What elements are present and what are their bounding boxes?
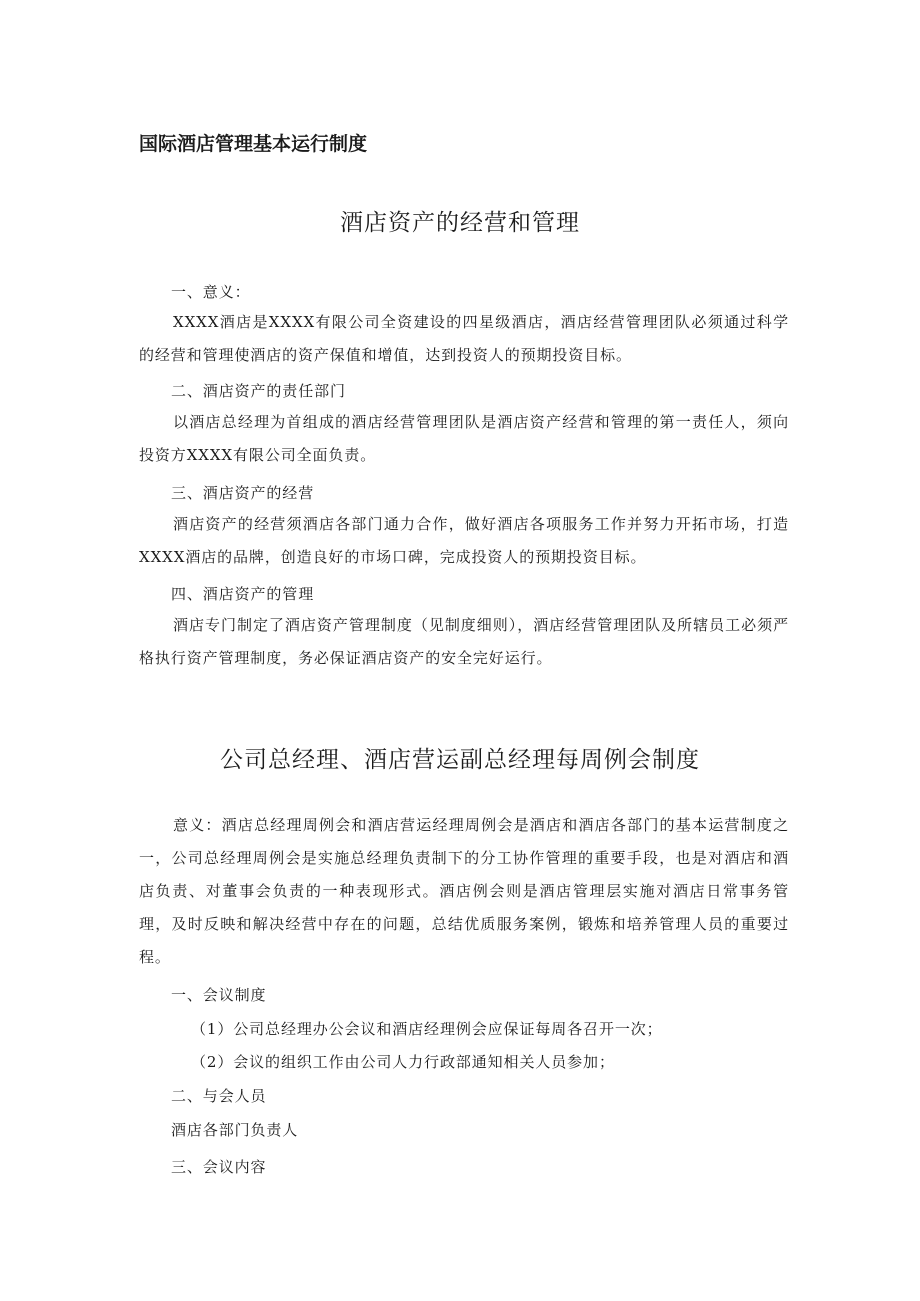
heading-meeting-content: 三、会议内容 xyxy=(171,1158,267,1176)
paragraph-asset-management: 酒店专门制定了酒店资产管理制度（见制度细则），酒店经营管理团队及所辖员工必须严格执行资产管理制度，务必保证酒店资产的安全完好运行。 xyxy=(139,616,789,667)
attendees-text: 酒店各部门负责人 xyxy=(171,1121,299,1139)
list-item-meeting-frequency: （1）公司总经理办公会议和酒店经理例会应保证每周各召开一次； xyxy=(191,1020,663,1038)
section-title-asset-management: 酒店资产的经营和管理 xyxy=(340,210,580,236)
heading-attendees: 二、与会人员 xyxy=(171,1087,267,1105)
heading-significance: 一、意义： xyxy=(171,283,251,301)
heading-responsible-department: 二、酒店资产的责任部门 xyxy=(171,382,346,400)
document-title: 国际酒店管理基本运行制度 xyxy=(139,133,368,155)
paragraph-asset-operation: 酒店资产的经营须酒店各部门通力合作，做好酒店各项服务工作并努力开拓市场，打造XXXX酒店的品牌，创造良好的市场口碑，完成投资人的预期投资目标。 xyxy=(139,515,789,566)
paragraph-responsible-department: 以酒店总经理为首组成的酒店经营管理团队是酒店资产经营和管理的第一责任人，须向投资方XXXX有限公司全面负责。 xyxy=(139,413,789,464)
paragraph-significance: XXXX酒店是XXXX有限公司全资建设的四星级酒店，酒店经营管理团队必须通过科学的经营和管理使酒店的资产保值和增值，达到投资人的预期投资目标。 xyxy=(139,313,789,364)
list-item-meeting-organization: （2）会议的组织工作由公司人力行政部通知相关人员参加； xyxy=(191,1053,615,1071)
heading-asset-management: 四、酒店资产的管理 xyxy=(171,585,315,603)
heading-asset-operation: 三、酒店资产的经营 xyxy=(171,484,315,502)
paragraph-meeting-significance: 意义：酒店总经理周例会和酒店营运经理周例会是酒店和酒店各部门的基本运营制度之一，公司总经理周例会是实施总经理负责制下的分工协作管理的重要手段，也是对酒店和酒店负责、对董事会负责的一种表现形式。酒店例会则是酒店管理层实施对酒店日常事务管理，及时反映和解决经营中存在的问题，总结优质服务案例，锻炼和培养管理人员的重要过程。 xyxy=(139,816,789,966)
heading-meeting-system: 一、会议制度 xyxy=(171,986,267,1004)
section-title-weekly-meeting: 公司总经理、酒店营运副总经理每周例会制度 xyxy=(220,747,700,773)
